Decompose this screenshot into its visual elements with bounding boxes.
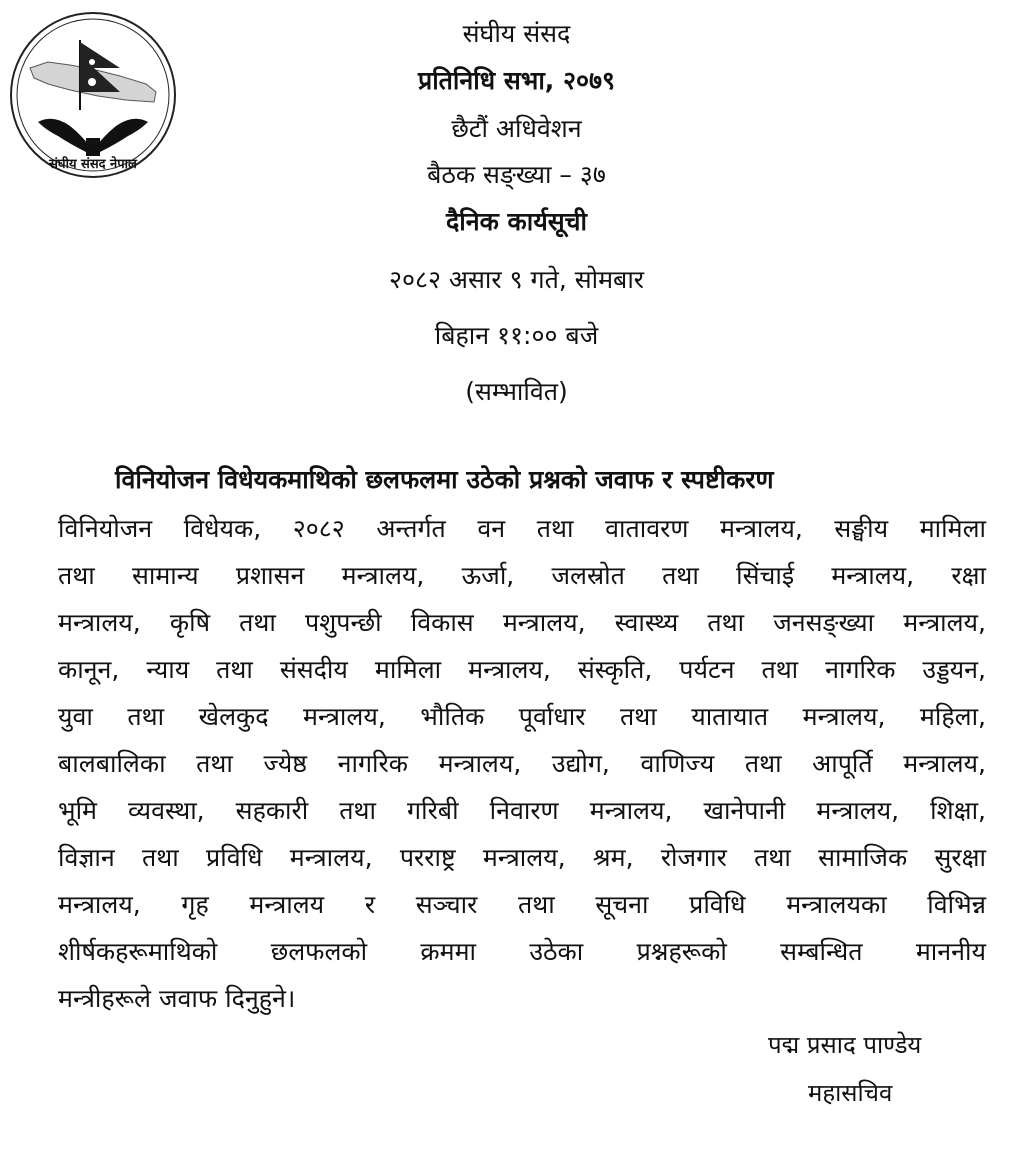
signatory-title: महासचिव (808, 1079, 893, 1107)
meeting-time: बिहान ११:०० बजे (434, 321, 599, 350)
house-name: प्रतिनिधि सभा, २०७९ (417, 66, 615, 95)
paragraph-line: भूमि व्यवस्था, सहकारी तथा गरिबी निवारण मन्त्रालय, खानेपानी मन्त्रालय, शिक्षा, (58, 796, 986, 825)
paragraph-line: विज्ञान तथा प्रविधि मन्त्रालय, परराष्ट्र मन्त्रालय, श्रम, रोजगार तथा सामाजिक सुरक्षा (58, 843, 986, 872)
paragraph-line: तथा सामान्य प्रशासन मन्त्रालय, ऊर्जा, जलस्रोत तथा सिंचाई मन्त्रालय, रक्षा (58, 561, 986, 590)
parliament-name: संघीय संसद (462, 19, 571, 48)
document-title: दैनिक कार्यसूची (446, 207, 587, 236)
tentative-note: (सम्भावित) (465, 377, 568, 406)
paragraph-line: शीर्षकहरूमाथिको छलफलको क्रममा उठेका प्रश्नहरूको सम्बन्धित माननीय (58, 937, 986, 966)
paragraph-line: मन्त्रीहरूले जवाफ दिनुहुने। (58, 984, 296, 1013)
paragraph-line: कानून, न्याय तथा संसदीय मामिला मन्त्रालय, संस्कृति, पर्यटन तथा नागरिक उड्डयन, (58, 655, 986, 684)
paragraph-line: बालबालिका तथा ज्येष्ठ नागरिक मन्त्रालय, उद्योग, वाणिज्य तथा आपूर्ति मन्त्रालय, (58, 749, 986, 778)
paragraph-line: युवा तथा खेलकुद मन्त्रालय, भौतिक पूर्वाधार तथा यातायात मन्त्रालय, महिला, (58, 702, 986, 731)
agenda-heading: विनियोजन विधेयकमाथिको छलफलमा उठेको प्रश्नको जवाफ र स्पष्टीकरण (115, 465, 774, 494)
session-name: छैटौं अधिवेशन (451, 114, 582, 143)
meeting-number: बैठक सङ्ख्या – ३७ (427, 160, 606, 189)
paragraph-line: मन्त्रालय, कृषि तथा पशुपन्छी विकास मन्त्रालय, स्वास्थ्य तथा जनसङ्ख्या मन्त्रालय, (58, 608, 986, 637)
paragraph-line: विनियोजन विधेयक, २०८२ अन्तर्गत वन तथा वातावरण मन्त्रालय, सङ्घीय मामिला (58, 514, 986, 543)
agenda-paragraph (58, 505, 986, 1022)
meeting-date: २०८२ असार ९ गते, सोमबार (388, 265, 645, 294)
signatory-name: पद्म प्रसाद पाण्डेय (768, 1031, 922, 1059)
paragraph-line: मन्त्रालय, गृह मन्त्रालय र सञ्चार तथा सूचना प्रविधि मन्त्रालयका विभिन्न (58, 890, 986, 919)
svg-text:संघीय संसद नेपाल: संघीय संसद नेपाल (49, 157, 137, 172)
